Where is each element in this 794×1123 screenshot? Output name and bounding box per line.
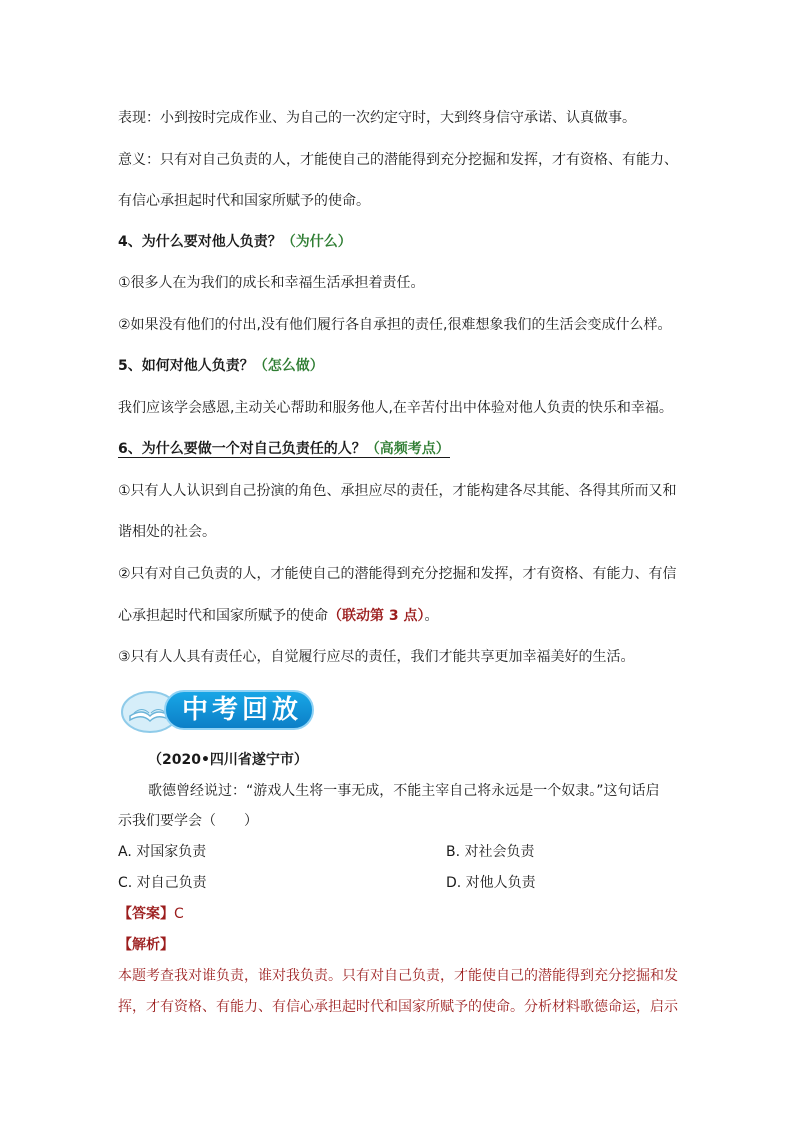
option-d: D. 对他人负责 [446,875,536,891]
question-6-link-tag: （联动第 3 点） [328,608,425,624]
answer-row [118,904,184,924]
text-meaning-2: 有信心承担起时代和国家所赋予的使命。 [118,193,370,209]
answer-label: 【答案】 [118,906,174,922]
option-b: B. 对社会负责 [446,844,535,860]
answer-value: C [174,906,184,922]
question-5-answer-1: 我们应该学会感恩,主动关心帮助和服务他人,在辛苦付出中体验对他人负责的快乐和幸福。 [118,400,673,416]
exam-stem-2: 示我们要学会（ ） [118,813,258,829]
text-performance: 表现：小到按时完成作业、为自己的一次约定守时，大到终身信守承诺、认真做事。 [118,110,636,126]
option-a: A. 对国家负责 [118,844,207,860]
text-meaning-1: 意义：只有对自己负责的人，才能使自己的潜能得到充分挖掘和发挥，才有资格、有能力、 [118,152,678,168]
question-4-tag: （为什么） [281,234,352,250]
question-6-answer-2a: ②只有对自己负责的人，才能使自己的潜能得到充分挖掘和发挥，才有资格、有能力、有信 [118,566,677,582]
exam-review-banner [120,686,316,734]
option-c: C. 对自己负责 [118,875,207,891]
question-6-heading [118,439,450,459]
question-6-answer-3: ③只有人人具有责任心，自觉履行应尽的责任，我们才能共享更加幸福美好的生活。 [118,649,635,665]
analysis-label: 【解析】 [118,937,174,953]
analysis-text-1: 本题考查我对谁负责，谁对我负责。只有对自己负责，才能使自己的潜能得到充分挖掘和发 [118,968,678,984]
exam-source: （2020•四川省遂宁市） [148,752,308,768]
exam-stem-1: 歌德曾经说过：“游戏人生将一事无成，不能主宰自己将永远是一个奴隶。”这句话启 [148,783,660,799]
question-6-title: 6、为什么要做一个对自己负责任的人？ [118,441,366,457]
question-5-heading [118,356,324,376]
question-6-answer-2b: 心承担起时代和国家所赋予的使命 [118,608,328,624]
question-6-answer-1a: ①只有人人认识到自己扮演的角色、承担应尽的责任，才能构建各尽其能、各得其所而又和 [118,483,677,499]
question-6-answer-1b: 谐相处的社会。 [118,524,216,540]
question-4-answer-1: ①很多人在为我们的成长和幸福生活承担着责任。 [118,275,425,291]
analysis-text-2: 挥，才有资格、有能力、有信心承担起时代和国家所赋予的使命。分析材料歌德命运，启示 [118,999,678,1015]
question-6-answer-2b-row [118,606,439,626]
question-4-title: 4、为什么要对他人负责？ [118,234,282,250]
question-4-heading [118,232,352,252]
question-4-answer-2: ②如果没有他们的付出,没有他们履行各自承担的责任,很难想象我们的生活会变成什么样。 [118,317,672,333]
question-5-title: 5、如何对他人负责？ [118,358,254,374]
question-5-tag: （怎么做） [253,358,324,374]
question-6-underline [118,457,450,458]
question-6-tag: （高频考点） [365,441,450,457]
banner-title: 中考回放 [182,695,303,725]
question-6-answer-2b-end: 。 [424,608,439,624]
